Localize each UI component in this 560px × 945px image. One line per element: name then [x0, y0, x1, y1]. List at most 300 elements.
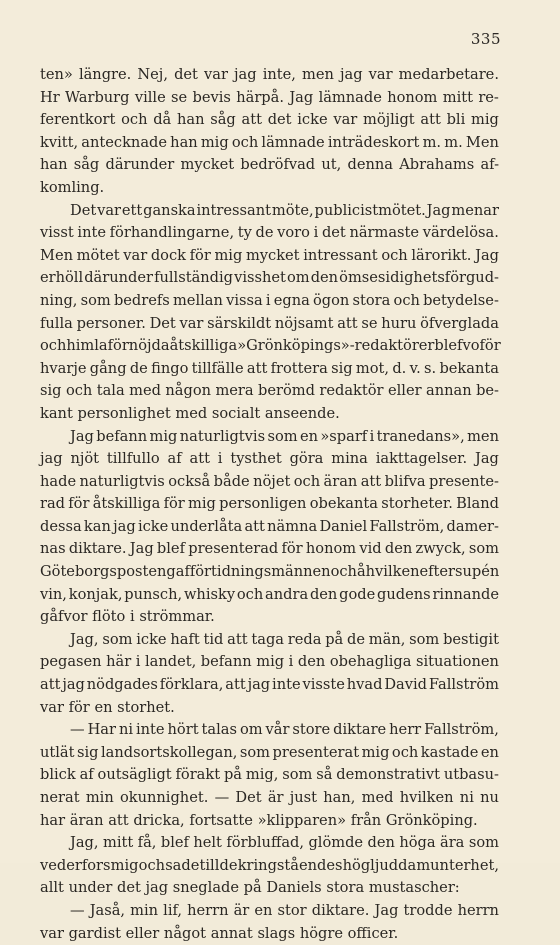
word: i	[288, 653, 294, 671]
word: fulla	[40, 314, 73, 332]
word: de	[255, 224, 274, 242]
word: för	[479, 337, 501, 355]
word: göra	[289, 450, 324, 468]
word: lärorikt.	[411, 246, 472, 264]
word: min	[130, 901, 159, 919]
word: nas	[40, 540, 66, 558]
word: hört	[167, 721, 199, 739]
text-line	[40, 719, 499, 742]
word: och	[121, 111, 148, 129]
word: komling.	[40, 178, 105, 196]
word: för	[189, 563, 212, 581]
word: förklara,	[159, 676, 224, 694]
word: vederfors	[40, 856, 111, 874]
word: sade	[165, 856, 200, 874]
word: som	[267, 427, 298, 445]
word: ganska	[143, 201, 196, 219]
word: personlighet	[77, 404, 171, 422]
word: möjligt	[362, 111, 415, 129]
word: höga	[399, 834, 436, 852]
word: som	[409, 630, 440, 648]
text-line	[40, 109, 499, 132]
word: presenterat	[272, 743, 360, 761]
word: rinnande	[432, 585, 499, 603]
word: herrn	[187, 901, 229, 919]
word: haft	[170, 630, 200, 648]
word: af	[79, 766, 94, 784]
word: tranedans»,	[376, 427, 465, 445]
word: njöt	[70, 450, 100, 468]
word: Abrahams	[399, 156, 475, 174]
text-line	[40, 448, 499, 471]
word: storheter.	[381, 495, 453, 513]
word: en	[254, 901, 273, 919]
word: mot,	[355, 359, 390, 377]
word: inte	[77, 224, 106, 242]
word: har	[40, 811, 66, 829]
word: Jaså,	[89, 901, 126, 919]
text-line	[40, 132, 499, 155]
word: himlaförnöjda	[66, 337, 170, 355]
word: gudens	[377, 585, 431, 603]
word: bekanta	[439, 359, 499, 377]
word: punsch,	[124, 585, 183, 603]
word: fullständig	[154, 269, 234, 287]
word: whisky	[183, 585, 236, 603]
word: okunnighet.	[119, 789, 209, 806]
word: andra	[265, 585, 309, 603]
word: se	[361, 314, 378, 332]
word: en	[480, 743, 499, 761]
word: att	[241, 111, 262, 129]
word: tala	[96, 382, 125, 400]
word: se	[171, 88, 188, 106]
word: antecknade	[81, 133, 167, 151]
word: i	[217, 450, 223, 468]
word: medarbetare.	[398, 66, 499, 83]
word: ögon	[313, 291, 350, 309]
word: och	[393, 291, 420, 309]
word: helt	[193, 834, 222, 852]
word: Grönköping.	[385, 811, 478, 829]
word: m.	[444, 133, 463, 151]
word: voro	[277, 224, 310, 242]
word: reda	[287, 630, 322, 648]
word: jag	[40, 450, 63, 468]
word: som	[102, 630, 133, 648]
text-line	[40, 810, 499, 833]
word: stor	[277, 901, 307, 919]
text-line	[40, 358, 499, 381]
word: med	[175, 404, 208, 422]
word: taga	[251, 630, 284, 648]
word: storhet.	[117, 698, 175, 716]
word: blifva	[384, 472, 426, 490]
word: d.	[392, 359, 407, 377]
word: herr	[389, 721, 422, 739]
word: äran	[323, 472, 358, 490]
word: presente-	[429, 472, 499, 490]
word: för	[281, 540, 303, 558]
word: något	[163, 924, 207, 942]
word: och	[391, 743, 419, 761]
text-line	[40, 923, 499, 945]
word: underlåta	[170, 517, 243, 535]
text-line	[40, 177, 499, 200]
word: att	[225, 676, 246, 694]
word: mig	[361, 743, 390, 761]
text-line	[40, 380, 499, 403]
word: var	[97, 201, 121, 219]
word: personer.	[76, 314, 146, 332]
word: icke	[297, 111, 328, 129]
word: socialt	[211, 404, 261, 422]
word: härpå.	[236, 88, 284, 106]
word: sig	[331, 359, 353, 377]
word: konjak,	[68, 585, 123, 603]
word: mina	[331, 450, 368, 468]
word: munterhet,	[416, 856, 499, 874]
word: blick	[40, 766, 76, 784]
word: bedröfvad	[240, 156, 316, 174]
word: ferentkort	[40, 111, 116, 129]
word: ty	[237, 224, 252, 242]
word: Men	[40, 246, 73, 264]
word: vid	[359, 540, 382, 558]
word: m.	[422, 133, 442, 151]
word: iakttagelser.	[375, 450, 468, 468]
word: förakt	[175, 766, 221, 784]
word: gång	[89, 359, 127, 377]
word: att	[40, 676, 61, 694]
word: s.	[424, 359, 437, 377]
word: Jag,	[70, 834, 99, 852]
word: diktare.	[68, 540, 127, 558]
word: att	[189, 450, 210, 468]
word: i	[313, 224, 319, 242]
word: diktare.	[311, 901, 370, 919]
text-line	[40, 64, 499, 87]
word: jag	[113, 517, 136, 535]
word: i	[129, 608, 135, 626]
word: kan	[83, 517, 111, 535]
word: gode	[339, 585, 376, 603]
word: hvilken	[365, 563, 420, 581]
word: Nej,	[137, 66, 168, 83]
word: supén	[455, 563, 500, 581]
word: erhöll	[40, 269, 84, 287]
word: dessa	[40, 517, 82, 535]
word: om	[239, 721, 263, 739]
word: jag	[339, 66, 363, 83]
word: publicistmötet.	[314, 201, 426, 219]
word: utbasu-	[443, 766, 499, 784]
word: landet,	[144, 653, 197, 671]
word: Det	[235, 789, 262, 806]
text-line	[40, 584, 499, 607]
word: icke	[136, 630, 167, 648]
word: att	[246, 359, 268, 377]
word: Fallström,	[369, 517, 445, 535]
text-line	[40, 651, 499, 674]
word: Fallström,	[424, 721, 499, 739]
word: som	[80, 291, 111, 309]
word: —	[70, 901, 85, 919]
word: bli	[446, 111, 466, 129]
word: och	[40, 337, 67, 355]
word: glömde	[308, 834, 364, 852]
word: öfverglada	[420, 314, 499, 332]
word: anseende.	[264, 404, 340, 422]
word: den	[297, 653, 326, 671]
text-line	[40, 538, 499, 561]
word: det	[117, 879, 141, 897]
word: han	[170, 133, 198, 151]
word: tysthet	[230, 450, 282, 468]
word: att	[420, 111, 441, 129]
word: den	[309, 585, 338, 603]
word: de	[219, 856, 238, 874]
word: ett	[121, 201, 143, 219]
text-line	[40, 335, 499, 358]
word: i	[135, 653, 141, 671]
word: de	[129, 359, 148, 377]
text-line	[40, 697, 499, 720]
word: att	[244, 517, 265, 535]
word: var	[40, 698, 64, 716]
text-line	[40, 154, 499, 177]
text-line	[40, 606, 499, 629]
word: tillfullo	[106, 450, 160, 468]
word: be-	[476, 382, 499, 400]
text-line	[40, 403, 499, 426]
word: nämna	[267, 517, 318, 535]
word: är	[233, 901, 250, 919]
word: åtskilliga	[169, 337, 238, 355]
word: särskildt	[207, 314, 272, 332]
word: frottera	[270, 359, 328, 377]
word: visshet	[234, 269, 286, 287]
word: hvarje	[40, 359, 87, 377]
word: män,	[368, 630, 406, 648]
word: min	[85, 789, 114, 806]
word: stora	[352, 291, 391, 309]
word: därunder	[84, 269, 153, 287]
word: därunder	[105, 156, 175, 174]
word: var	[179, 314, 204, 332]
word: mustascher:	[368, 879, 460, 897]
word: officer.	[347, 924, 399, 942]
word: både	[213, 472, 250, 490]
word: ni	[459, 789, 474, 806]
word: ömsesidighetsförgud-	[339, 269, 499, 287]
word: lämnade	[261, 133, 325, 151]
word: ville	[134, 88, 166, 106]
word: möte,	[271, 201, 314, 219]
word: det	[267, 111, 292, 129]
word: jag	[234, 66, 257, 83]
word: talas	[201, 721, 237, 739]
word: sneglade	[172, 879, 239, 897]
word: Jag	[374, 901, 399, 919]
word: såg	[210, 111, 236, 129]
word: situationen	[416, 653, 499, 671]
word: fingo	[151, 359, 189, 377]
word: »klipparen»	[257, 811, 347, 829]
word: obekanta	[309, 495, 378, 513]
word: demonstrativt	[336, 766, 440, 784]
text-line	[40, 313, 499, 336]
word: just	[289, 789, 318, 806]
word: flöto	[92, 608, 126, 626]
word: för	[68, 698, 90, 716]
body-text	[40, 64, 499, 945]
word: —	[214, 789, 230, 806]
text-line	[40, 87, 499, 110]
word: kastade	[420, 743, 479, 761]
word: den	[310, 269, 339, 287]
word: hvilken	[399, 789, 454, 806]
word: dricka,	[133, 811, 185, 829]
word: men	[467, 427, 499, 445]
word: personligen	[219, 495, 307, 513]
text-line	[40, 629, 499, 652]
word: sig	[40, 382, 62, 400]
word: gardist	[68, 924, 121, 942]
word: i	[369, 427, 375, 445]
word: icke	[137, 517, 169, 535]
word: af	[167, 450, 182, 468]
text-line	[40, 290, 499, 313]
word: eller	[387, 382, 422, 400]
word: naturligtvis	[179, 427, 266, 445]
text-line	[40, 493, 499, 516]
word: inte	[272, 676, 301, 694]
word: berömd	[258, 382, 315, 400]
word: med	[361, 789, 394, 806]
word: landsortskollegan,	[101, 743, 238, 761]
word: obehagliga	[329, 653, 412, 671]
word: vissa	[226, 291, 263, 309]
word: och	[381, 246, 408, 264]
word: ning,	[40, 291, 78, 309]
word: mig	[149, 427, 178, 445]
word: här	[106, 653, 132, 671]
text-line	[40, 200, 499, 223]
word: jag	[62, 676, 85, 694]
word: få,	[137, 834, 157, 852]
word: visste	[302, 676, 345, 694]
word: att	[360, 472, 382, 490]
word: som	[239, 743, 271, 761]
word: är	[267, 789, 284, 806]
word: slags	[257, 924, 296, 942]
word: annat	[210, 924, 253, 942]
word: rad	[40, 495, 66, 513]
word: Fallström	[428, 676, 499, 694]
word: huru	[381, 314, 417, 332]
word: herrn	[457, 901, 499, 919]
word: lämnade	[318, 88, 382, 106]
word: blef	[156, 540, 185, 558]
word: om	[286, 269, 310, 287]
word: honom	[305, 540, 357, 558]
word: mig	[214, 246, 243, 264]
word: som	[468, 834, 499, 852]
word: nöjsamt	[274, 314, 334, 332]
word: mig	[256, 653, 285, 671]
word: mitt	[442, 88, 473, 106]
word: blefvo	[434, 337, 480, 355]
word: såg	[73, 156, 100, 174]
word: Jag	[289, 88, 314, 106]
word: och	[231, 133, 259, 151]
word: gaf	[166, 563, 190, 581]
word: nerat	[40, 789, 80, 806]
word: Daniel	[319, 517, 368, 535]
word: Jag	[426, 201, 451, 219]
word: hvad	[346, 676, 383, 694]
word: för	[163, 495, 185, 513]
word: för	[189, 246, 211, 264]
word: då	[153, 111, 172, 129]
word: mig	[471, 111, 499, 129]
word: från	[350, 811, 382, 829]
text-line	[40, 222, 499, 245]
word: befann	[96, 427, 148, 445]
word: Jag	[70, 427, 94, 445]
word: tillfälle	[191, 359, 244, 377]
word: han	[40, 156, 68, 174]
text-line	[40, 877, 499, 900]
word: vår	[265, 721, 290, 739]
word: egna	[273, 291, 310, 309]
word: betydelse-	[423, 291, 499, 309]
word: lif,	[163, 901, 183, 919]
word: närmaste	[349, 224, 420, 242]
word: pegasen	[40, 653, 102, 671]
word: Hr	[40, 88, 60, 106]
word: mötet	[76, 246, 120, 264]
word: värdelösa.	[422, 224, 499, 242]
word: annan	[426, 382, 472, 400]
word: att	[337, 314, 358, 332]
word: outsägligt	[97, 766, 172, 784]
word: inträdeskort	[327, 133, 420, 151]
word: och	[330, 563, 357, 581]
word: Jag,	[70, 630, 99, 648]
word: ni	[118, 721, 134, 739]
word: gåfvor	[40, 608, 88, 626]
word: strömmar.	[139, 608, 215, 626]
word: hade	[40, 472, 77, 490]
word: jag	[145, 879, 169, 897]
word: bestigit	[443, 630, 499, 648]
word: naturligtvis	[79, 472, 165, 490]
word: att	[227, 630, 248, 648]
word: af-	[480, 156, 499, 174]
text-line	[40, 516, 499, 539]
word: det	[174, 66, 198, 83]
text-line	[40, 674, 499, 697]
word: intressant	[303, 246, 378, 264]
word: mycket	[245, 246, 300, 264]
word: Warburg	[65, 88, 130, 106]
text-line	[40, 471, 499, 494]
text-line	[40, 764, 499, 787]
word: och	[236, 585, 264, 603]
word: nödgades	[86, 676, 158, 694]
